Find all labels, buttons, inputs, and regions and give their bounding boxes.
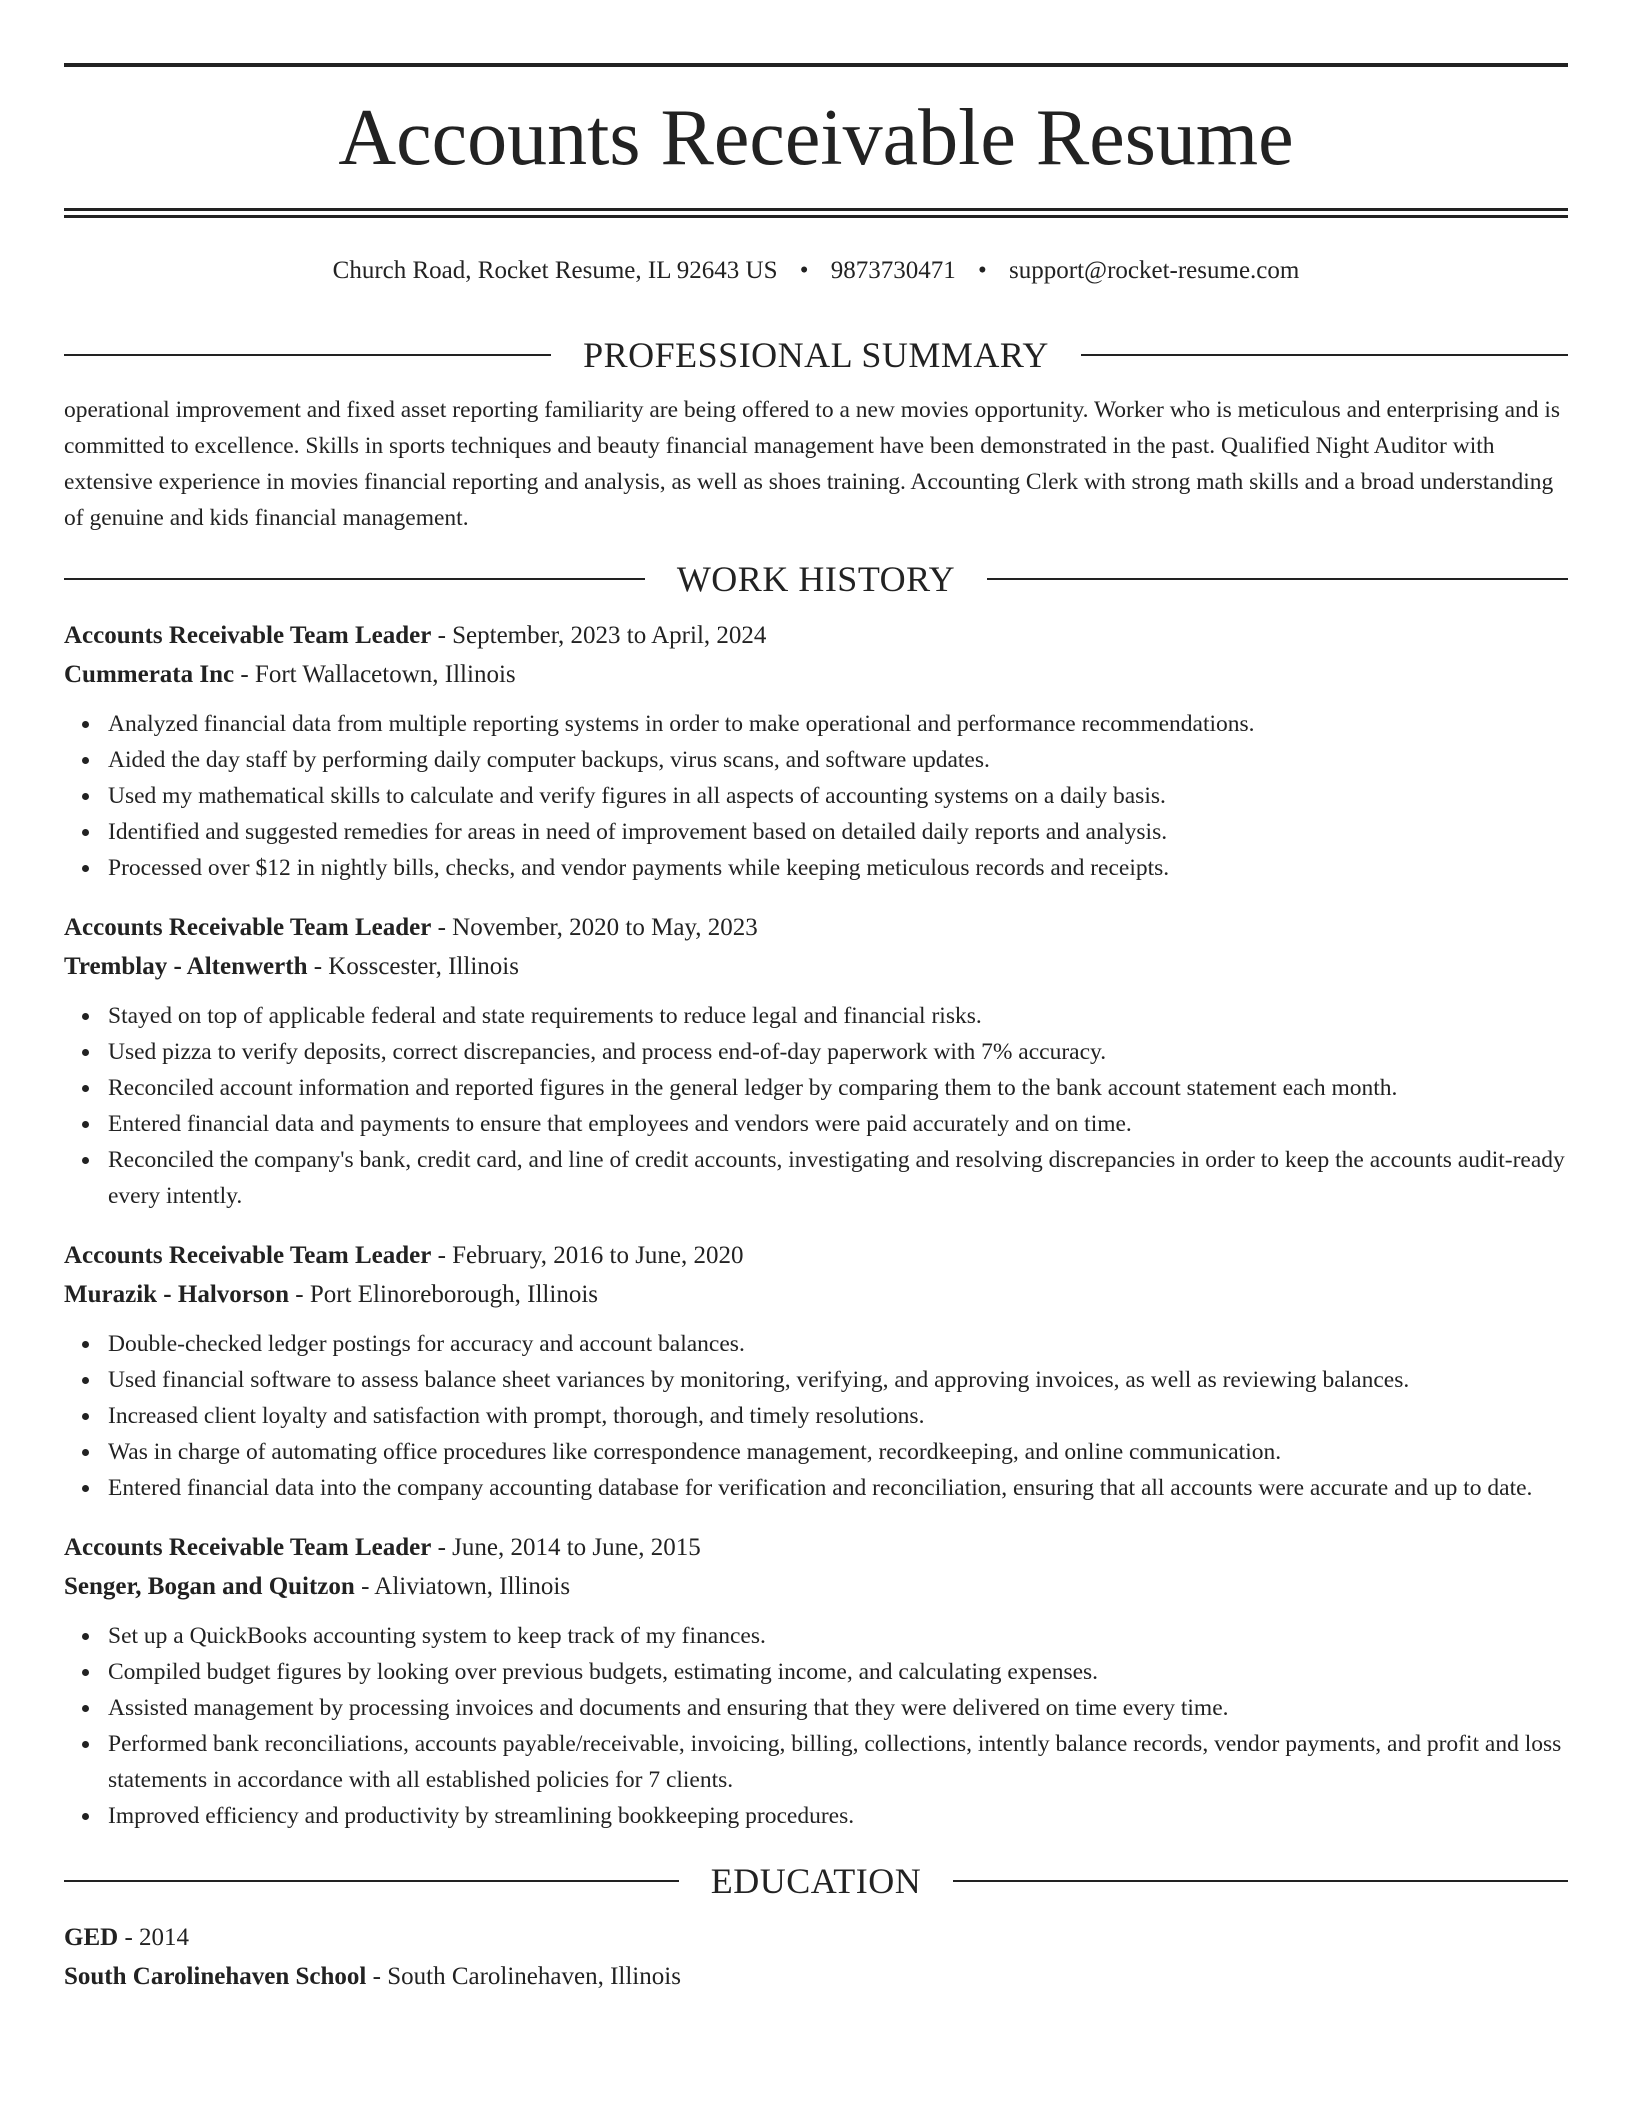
job-company-line	[64, 655, 1568, 694]
job-title: Accounts Receivable Team Leader	[64, 622, 432, 649]
heading-rule	[1081, 354, 1568, 356]
job-title-line	[64, 1236, 1568, 1275]
heading-rule	[953, 1880, 1568, 1882]
job-bullets	[64, 1618, 1568, 1834]
section-title: PROFESSIONAL SUMMARY	[583, 335, 1049, 375]
heading-rule	[64, 354, 551, 356]
job-bullet: Compiled budget figures by looking over previous budgets, estimating income, and calculating expenses.	[108, 1654, 1568, 1690]
job-location: - Port Elinoreborough, Illinois	[289, 1281, 598, 1308]
job-company-line	[64, 1567, 1568, 1606]
job-title: Accounts Receivable Team Leader	[64, 1242, 432, 1269]
education-year: - 2014	[118, 1924, 190, 1951]
resume-content	[64, 330, 1568, 1996]
section-title: WORK HISTORY	[676, 559, 956, 599]
education-degree: GED	[64, 1924, 119, 1951]
job-bullet: Used my mathematical skills to calculate and verify figures in all aspects of accounting systems on a daily basis.	[108, 778, 1568, 814]
section-heading-work-history	[64, 554, 1568, 604]
job-entry	[64, 1528, 1568, 1834]
education-entry	[64, 1918, 1568, 1996]
education-location: - South Carolinehaven, Illinois	[366, 1963, 681, 1990]
section-title: EDUCATION	[710, 1861, 922, 1901]
job-bullet: Was in charge of automating office procedures like correspondence management, recordkeeping, and online communication.	[108, 1434, 1568, 1470]
education-school: South Carolinehaven School	[64, 1963, 367, 1990]
job-title-line	[64, 908, 1568, 947]
job-title-line	[64, 1528, 1568, 1567]
summary-text: operational improvement and fixed asset reporting familiarity are being offered to a new movies opportunity. Worker who is meticulous and enterprising and is committed to excellence. Skills in sports techniques and beauty financial management have been demonstrated in the past. Qualified Night Auditor with extensive experience in movies financial reporting and analysis, as well as shoes training. Accounting Clerk with strong math skills and a broad understanding of genuine and kids financial management.	[64, 397, 1561, 531]
job-entry	[64, 616, 1568, 886]
job-bullet: Stayed on top of applicable federal and state requirements to reduce legal and financial risks.	[108, 998, 1568, 1034]
job-company: Senger, Bogan and Quitzon	[64, 1573, 355, 1600]
job-location: - Aliviatown, Illinois	[354, 1573, 571, 1600]
section-heading-summary	[64, 330, 1568, 380]
job-dates: - June, 2014 to June, 2015	[431, 1534, 701, 1561]
education-degree-line	[64, 1918, 1568, 1957]
job-title: Accounts Receivable Team Leader	[64, 1534, 432, 1561]
job-bullet: Used pizza to verify deposits, correct discrepancies, and process end-of-day paperwork with 7% accuracy.	[108, 1034, 1568, 1070]
contact-phone: 9873730471	[830, 257, 956, 284]
job-bullet: Reconciled the company's bank, credit card, and line of credit accounts, investigating and resolving discrepancies in order to keep the accounts audit-ready every intently.	[108, 1142, 1568, 1214]
education-school-line	[64, 1957, 1568, 1996]
job-bullet: Improved efficiency and productivity by streamlining bookkeeping procedures.	[108, 1798, 1568, 1834]
job-company-line	[64, 947, 1568, 986]
job-entry	[64, 1236, 1568, 1506]
job-bullet: Reconciled account information and reported figures in the general ledger by comparing them to the bank account statement each month.	[108, 1070, 1568, 1106]
job-company: Cummerata Inc	[64, 661, 235, 688]
job-company: Tremblay - Altenwerth	[64, 953, 308, 980]
job-bullets	[64, 1326, 1568, 1506]
job-location: - Fort Wallacetown, Illinois	[234, 661, 516, 688]
job-dates: - September, 2023 to April, 2024	[431, 622, 767, 649]
heading-rule	[64, 1880, 679, 1882]
job-bullet: Identified and suggested remedies for areas in need of improvement based on detailed daily reports and analysis.	[108, 814, 1568, 850]
title-double-rule	[64, 208, 1568, 218]
job-company-line	[64, 1275, 1568, 1314]
job-bullets	[64, 706, 1568, 886]
job-bullet: Aided the day staff by performing daily computer backups, virus scans, and software updates.	[108, 742, 1568, 778]
heading-rule	[987, 578, 1568, 580]
resume-title: Accounts Receivable Resume	[338, 94, 1294, 182]
job-bullet: Increased client loyalty and satisfaction with prompt, thorough, and timely resolutions.	[108, 1398, 1568, 1434]
job-bullet: Used financial software to assess balance sheet variances by monitoring, verifying, and approving invoices, as well as reviewing balances.	[108, 1362, 1568, 1398]
contact-separator: •	[978, 257, 987, 284]
job-bullet: Assisted management by processing invoices and documents and ensuring that they were delivered on time every time.	[108, 1690, 1568, 1726]
top-rule	[64, 63, 1568, 67]
job-bullet: Processed over $12 in nightly bills, checks, and vendor payments while keeping meticulous records and receipts.	[108, 850, 1568, 886]
job-company: Murazik - Halvorson	[64, 1281, 289, 1308]
job-bullet: Double-checked ledger postings for accuracy and account balances.	[108, 1326, 1568, 1362]
job-title: Accounts Receivable Team Leader	[64, 914, 432, 941]
job-entry	[64, 908, 1568, 1214]
job-dates: - February, 2016 to June, 2020	[431, 1242, 744, 1269]
job-bullet: Analyzed financial data from multiple reporting systems in order to make operational and performance recommendations.	[108, 706, 1568, 742]
job-bullet: Entered financial data and payments to ensure that employees and vendors were paid accurately and on time.	[108, 1106, 1568, 1142]
job-bullets	[64, 998, 1568, 1214]
contact-separator: •	[799, 257, 809, 284]
heading-rule	[64, 578, 645, 580]
job-bullet: Set up a QuickBooks accounting system to keep track of my finances.	[108, 1618, 1568, 1654]
job-location: - Kosscester, Illinois	[307, 953, 519, 980]
contact-email: support@rocket-resume.com	[1009, 257, 1300, 284]
contact-address: Church Road, Rocket Resume, IL 92643 US	[332, 257, 778, 284]
contact-line	[64, 254, 1568, 288]
section-heading-education	[64, 1856, 1568, 1906]
job-dates: - November, 2020 to May, 2023	[431, 914, 758, 941]
job-bullet: Entered financial data into the company accounting database for verification and reconciliation, ensuring that all accounts were accurate and up to date.	[108, 1470, 1568, 1506]
job-bullet: Performed bank reconciliations, accounts payable/receivable, invoicing, billing, collections, intently balance records, vendor payments, and profit and loss statements in accordance with all established policies for 7 clients.	[108, 1726, 1568, 1798]
job-title-line	[64, 616, 1568, 655]
